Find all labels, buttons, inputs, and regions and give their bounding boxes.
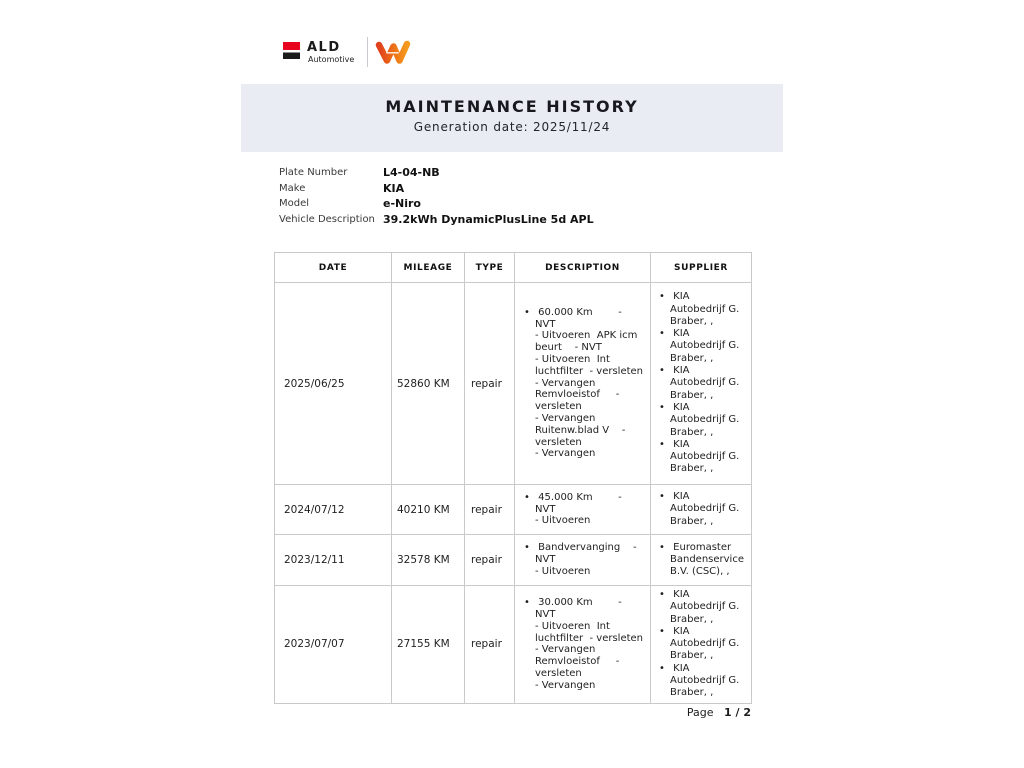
vehicle-description-value: 39.2kWh DynamicPlusLine 5d APL xyxy=(383,212,594,226)
date-cell: 2025/06/25 xyxy=(275,283,392,485)
bullet-line: Autobedrijf G. xyxy=(670,503,740,515)
bullet-line: - Vervangen xyxy=(535,448,596,460)
bullet-line: Autobedrijf G. xyxy=(670,601,740,613)
bullet-line: Braber, , xyxy=(670,389,714,401)
bullet-item xyxy=(656,663,749,700)
bullet-line: Braber, , xyxy=(670,315,714,327)
vehicle-info-row xyxy=(279,196,759,212)
mileage-column-header: MILEAGE xyxy=(392,253,465,283)
bullet-line: Bandenservice xyxy=(670,553,744,565)
bullet-line: • KIA xyxy=(670,438,690,450)
type-column-header: TYPE xyxy=(465,253,515,283)
bullet-line: • KIA xyxy=(670,625,690,637)
vehicle-info-row xyxy=(279,165,759,181)
bullet-line: • KIA xyxy=(670,589,690,600)
table-row xyxy=(275,535,752,586)
mileage-cell: 52860 KM xyxy=(392,283,465,485)
supplier-cell xyxy=(651,586,752,704)
description-cell xyxy=(515,283,651,485)
bullet-item xyxy=(656,402,749,439)
ald-wordmark: ALD xyxy=(307,40,341,55)
bullet-line: • Euromaster xyxy=(670,541,732,553)
bullet-line: Braber, , xyxy=(670,687,714,699)
bullet-line: • KIA xyxy=(670,401,690,413)
bullet-line: luchtfilter - versleten xyxy=(535,632,644,644)
bullet-item xyxy=(521,542,648,577)
bullet-line: • KIA xyxy=(670,291,690,303)
bullet-line: Remvloeistof - xyxy=(535,656,620,668)
bullet-line: NVT xyxy=(535,318,556,330)
model-value: e-Niro xyxy=(383,197,421,211)
description-cell xyxy=(515,586,651,704)
bullet-line: - Uitvoeren xyxy=(535,515,591,527)
vehicle-description-label: Vehicle Description xyxy=(279,213,375,225)
bullet-item xyxy=(521,307,648,460)
bullet-item xyxy=(521,597,648,691)
supplier-cell xyxy=(651,283,752,485)
bullet-line: • 45.000 Km - xyxy=(535,491,622,503)
bullet-line: Autobedrijf G. xyxy=(670,303,740,315)
bullet-line: Autobedrijf G. xyxy=(670,451,740,463)
supplier-cell xyxy=(651,485,752,535)
vehicle-info-row xyxy=(279,181,759,197)
document-title: MAINTENANCE HISTORY xyxy=(385,97,639,116)
bullet-line: Autobedrijf G. xyxy=(670,414,740,426)
bullet-line: Autobedrijf G. xyxy=(670,377,740,389)
bullet-line: - Vervangen xyxy=(535,679,596,691)
page-number: 1 / 2 xyxy=(724,706,751,719)
table-row xyxy=(275,283,752,485)
bullet-item xyxy=(656,365,749,402)
bullet-item xyxy=(656,328,749,365)
supplier-cell xyxy=(651,535,752,586)
make-label: Make xyxy=(279,182,306,194)
table-row xyxy=(275,586,752,704)
description-cell xyxy=(515,485,651,535)
maintenance-table-body xyxy=(275,283,752,704)
bullet-line: Braber, , xyxy=(670,352,714,364)
bullet-line: Autobedrijf G. xyxy=(670,340,740,352)
bullet-line: Braber, , xyxy=(670,515,714,527)
bullet-line: NVT xyxy=(535,608,556,620)
page-footer xyxy=(274,706,751,719)
plate-number-value: L4-04-NB xyxy=(383,166,440,180)
vehicle-info-row xyxy=(279,212,759,228)
bullet-item xyxy=(656,589,749,626)
vehicle-info xyxy=(279,165,759,227)
type-cell: repair xyxy=(465,485,515,535)
description-column-header: DESCRIPTION xyxy=(515,253,651,283)
mileage-cell: 27155 KM xyxy=(392,586,465,704)
bullet-line: Braber, , xyxy=(670,650,714,662)
brand-divider xyxy=(367,37,368,67)
bullet-line: Braber, , xyxy=(670,463,714,475)
bullet-line: beurt - NVT xyxy=(535,342,602,354)
bullet-line: - Uitvoeren xyxy=(535,565,591,577)
mileage-cell: 32578 KM xyxy=(392,535,465,586)
bullet-line: • KIA xyxy=(670,662,690,674)
supplier-column-header: SUPPLIER xyxy=(651,253,752,283)
bullet-line: versleten xyxy=(535,401,582,413)
generation-date: Generation date: 2025/11/24 xyxy=(413,120,611,134)
bullet-line: Braber, , xyxy=(670,426,714,438)
description-cell xyxy=(515,535,651,586)
bullet-line: B.V. (CSC), , xyxy=(670,566,730,578)
bullet-item xyxy=(656,291,749,328)
bullet-line: • 60.000 Km - xyxy=(535,306,622,318)
plate-number-label: Plate Number xyxy=(279,167,348,179)
ald-logo-icon xyxy=(283,42,300,59)
bullet-item xyxy=(656,439,749,476)
bullet-line: NVT xyxy=(535,554,556,566)
type-cell: repair xyxy=(465,283,515,485)
type-cell: repair xyxy=(465,535,515,586)
mileage-cell: 40210 KM xyxy=(392,485,465,535)
ald-wordmark-sub: Automotive xyxy=(308,55,355,64)
bullet-line: - Uitvoeren Int xyxy=(535,354,610,365)
bullet-line: versleten xyxy=(535,667,582,679)
bullet-line: • KIA xyxy=(670,328,690,340)
bullet-item xyxy=(656,491,749,528)
bullet-item xyxy=(656,542,749,579)
table-row xyxy=(275,485,752,535)
title-band xyxy=(241,84,783,152)
make-value: KIA xyxy=(383,181,405,195)
bullet-line: • Bandvervanging - xyxy=(535,542,637,554)
maintenance-table xyxy=(274,252,752,704)
bullet-line: Autobedrijf G. xyxy=(670,675,740,687)
date-cell: 2023/12/11 xyxy=(275,535,392,586)
bullet-line: • KIA xyxy=(670,365,690,377)
bullet-line: Remvloeistof - xyxy=(535,389,620,401)
date-column-header: DATE xyxy=(275,253,392,283)
bullet-item xyxy=(656,626,749,663)
model-label: Model xyxy=(279,198,310,210)
bullet-line: - Uitvoeren APK icm xyxy=(535,330,638,342)
bullet-line: Autobedrijf G. xyxy=(670,638,740,650)
type-cell: repair xyxy=(465,586,515,704)
bullet-line: Ruitenw.blad V - xyxy=(535,424,626,436)
table-header-row xyxy=(275,253,752,283)
bullet-line: Braber, , xyxy=(670,613,714,625)
page-label: Page xyxy=(686,706,714,719)
bullet-line: • KIA xyxy=(670,491,690,503)
bullet-line: - Vervangen xyxy=(535,644,596,656)
bullet-line: versleten xyxy=(535,436,582,448)
bullet-line: - Vervangen xyxy=(535,412,596,424)
bullet-line: NVT xyxy=(535,503,556,515)
date-cell: 2023/07/07 xyxy=(275,586,392,704)
date-cell: 2024/07/12 xyxy=(275,485,392,535)
bullet-line: luchtfilter - versleten xyxy=(535,365,644,377)
bullet-line: • 30.000 Km - xyxy=(535,597,622,609)
bullet-line: - Vervangen xyxy=(535,377,596,389)
partner-w-icon xyxy=(374,39,412,70)
bullet-item xyxy=(521,492,648,527)
bullet-line: - Uitvoeren Int xyxy=(535,620,610,632)
